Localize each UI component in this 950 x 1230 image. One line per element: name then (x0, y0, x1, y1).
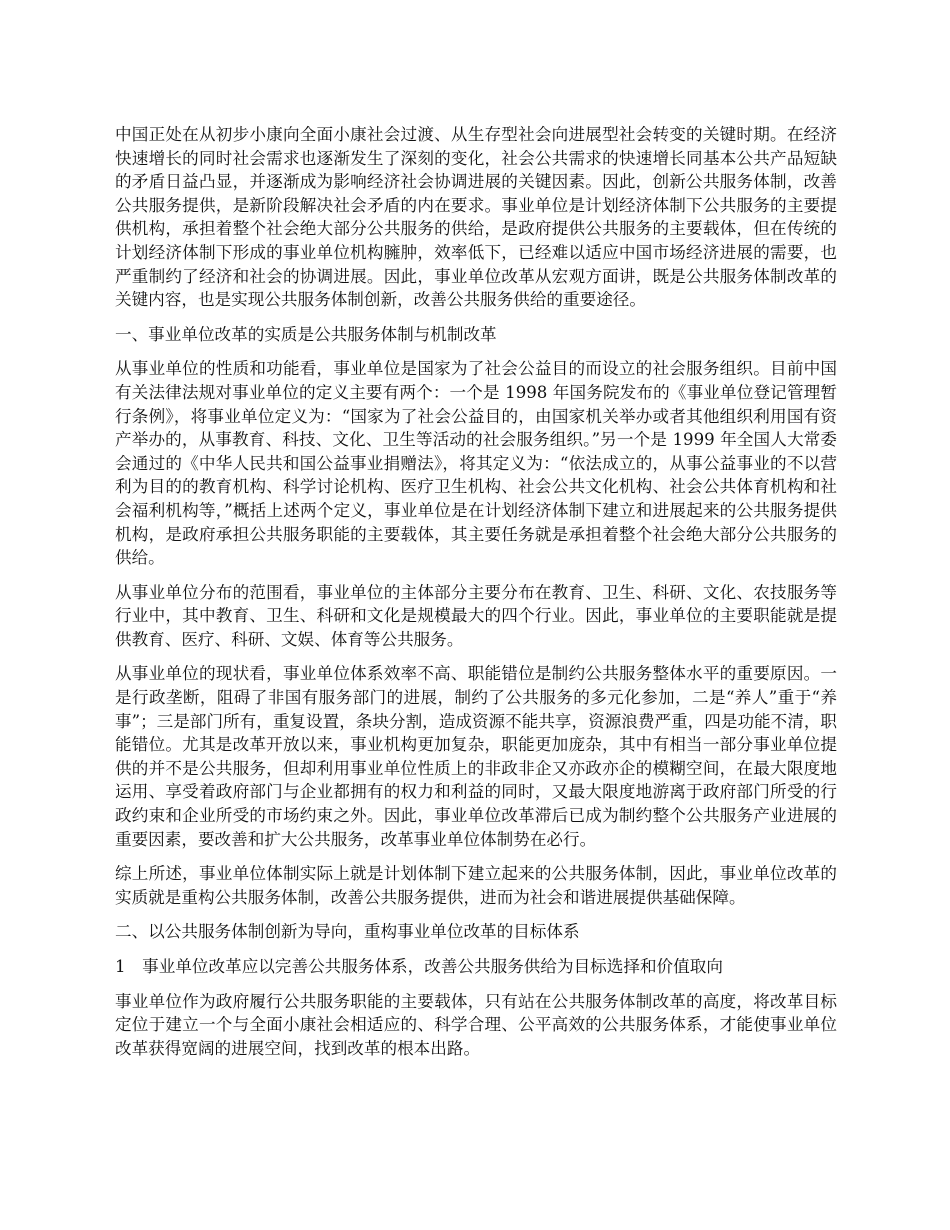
body-paragraph: 事业单位作为政府履行公共服务职能的主要载体，只有站在公共服务体制改革的高度，将改革目标定位于建立一个与全面小康社会相适应的、科学合理、公平高效的公共服务体系，才能使事业单位改革获得宽阔的进展空间，找到改革的根本出路。 (115, 991, 837, 1058)
section-heading-1: 一、事业单位改革的实质是公共服务体制与机制改革 (115, 324, 497, 344)
body-paragraph: 综上所述，事业单位体制实际上就是计划体制下建立起来的公共服务体制，因此，事业单位改革的实质就是重构公共服务体制，改善公共服务提供，进而为社会和谐进展提供基础保障。 (115, 864, 837, 907)
body-paragraph: 从事业单位的性质和功能看，事业单位是国家为了社会公益目的而设立的社会服务组织。目前中国有关法律法规对事业单位的定义主要有两个：一个是 1998 年国务院发布的《事业单位登记管理暂行条例》，将事业单位定义为：“国家为了社会公益目的，由国家机关举办或者其他组织利用国有资产举办的，从事教育、科技、文化、卫生等活动的社会服务组织。”另一个是 1999 年全国人大常委会通过的《中华人民共和国公益事业捐赠法》，将其定义为：“依法成立的，从事公益事业的不以营利为目的的教育机构、科学讨论机构、医疗卫生机构、社会公共文化机构、社会公共体育机构和社会福利机构等，”概括上述两个定义，事业单位是在计划经济体制下建立和进展起来的公共服务提供机构，是政府承担公共服务职能的主要载体，其主要任务就是承担着整个社会绝大部分公共服务的供给。 (115, 359, 837, 568)
body-paragraph: 从事业单位的现状看，事业单位体系效率不高、职能错位是制约公共服务整体水平的重要原因。一是行政垄断，阻碍了非国有服务部门的进展，制约了公共服务的多元化参加，二是“养人”重于“养事”；三是部门所有，重复设置，条块分割，造成资源不能共享，资源浪费严重，四是功能不清，职能错位。尤其是改革开放以来，事业机构更加复杂，职能更加庞杂，其中有相当一部分事业单位提供的并不是公共服务，但却利用事业单位性质上的非政非企又亦政亦企的模糊空间，在最大限度地运用、享受着政府部门与企业都拥有的权力和利益的同时，又最大限度地游离于政府部门所受的行政约束和企业所受的市场约束之外。因此，事业单位改革滞后已成为制约整个公共服务产业进展的重要因素，要改善和扩大公共服务，改革事业单位体制势在必行。 (115, 664, 838, 849)
section-heading-2: 二、以公共服务体制创新为导向，重构事业单位改革的目标体系 (115, 922, 580, 942)
body-paragraph: 从事业单位分布的范围看，事业单位的主体部分主要分布在教育、卫生、科研、文化、农技服务等行业中，其中教育、卫生、科研和文化是规模最大的四个行业。因此，事业单位的主要职能就是提供教育、医疗、科研、文娱、体育等公共服务。 (115, 582, 837, 649)
document-body (115, 123, 837, 1071)
intro-paragraph: 中国正处在从初步小康向全面小康社会过渡、从生存型社会向进展型社会转变的关键时期。在经济快速增长的同时社会需求也逐渐发生了深刻的变化，社会公共需求的快速增长同基本公共产品短缺的矛盾日益凸显，并逐渐成为影响经济社会协调进展的关键因素。因此，创新公共服务体制，改善公共服务提供，是新阶段解决社会矛盾的内在要求。事业单位是计划经济体制下公共服务的主要提供机构，承担着整个社会绝大部分公共服务的供给，是政府提供公共服务的主要载体，但在传统的计划经济体制下形成的事业单位机构臃肿，效率低下，已经难以适应中国市场经济进展的需要，也严重制约了经济和社会的协调进展。因此，事业单位改革从宏观方面讲，既是公共服务体制改革的关键内容，也是实现公共服务体制创新，改善公共服务供给的重要途径。 (115, 125, 837, 310)
subsection-heading-1: 1 事业单位改革应以完善公共服务体系，改善公共服务供给为目标选择和价值取向 (115, 957, 723, 976)
